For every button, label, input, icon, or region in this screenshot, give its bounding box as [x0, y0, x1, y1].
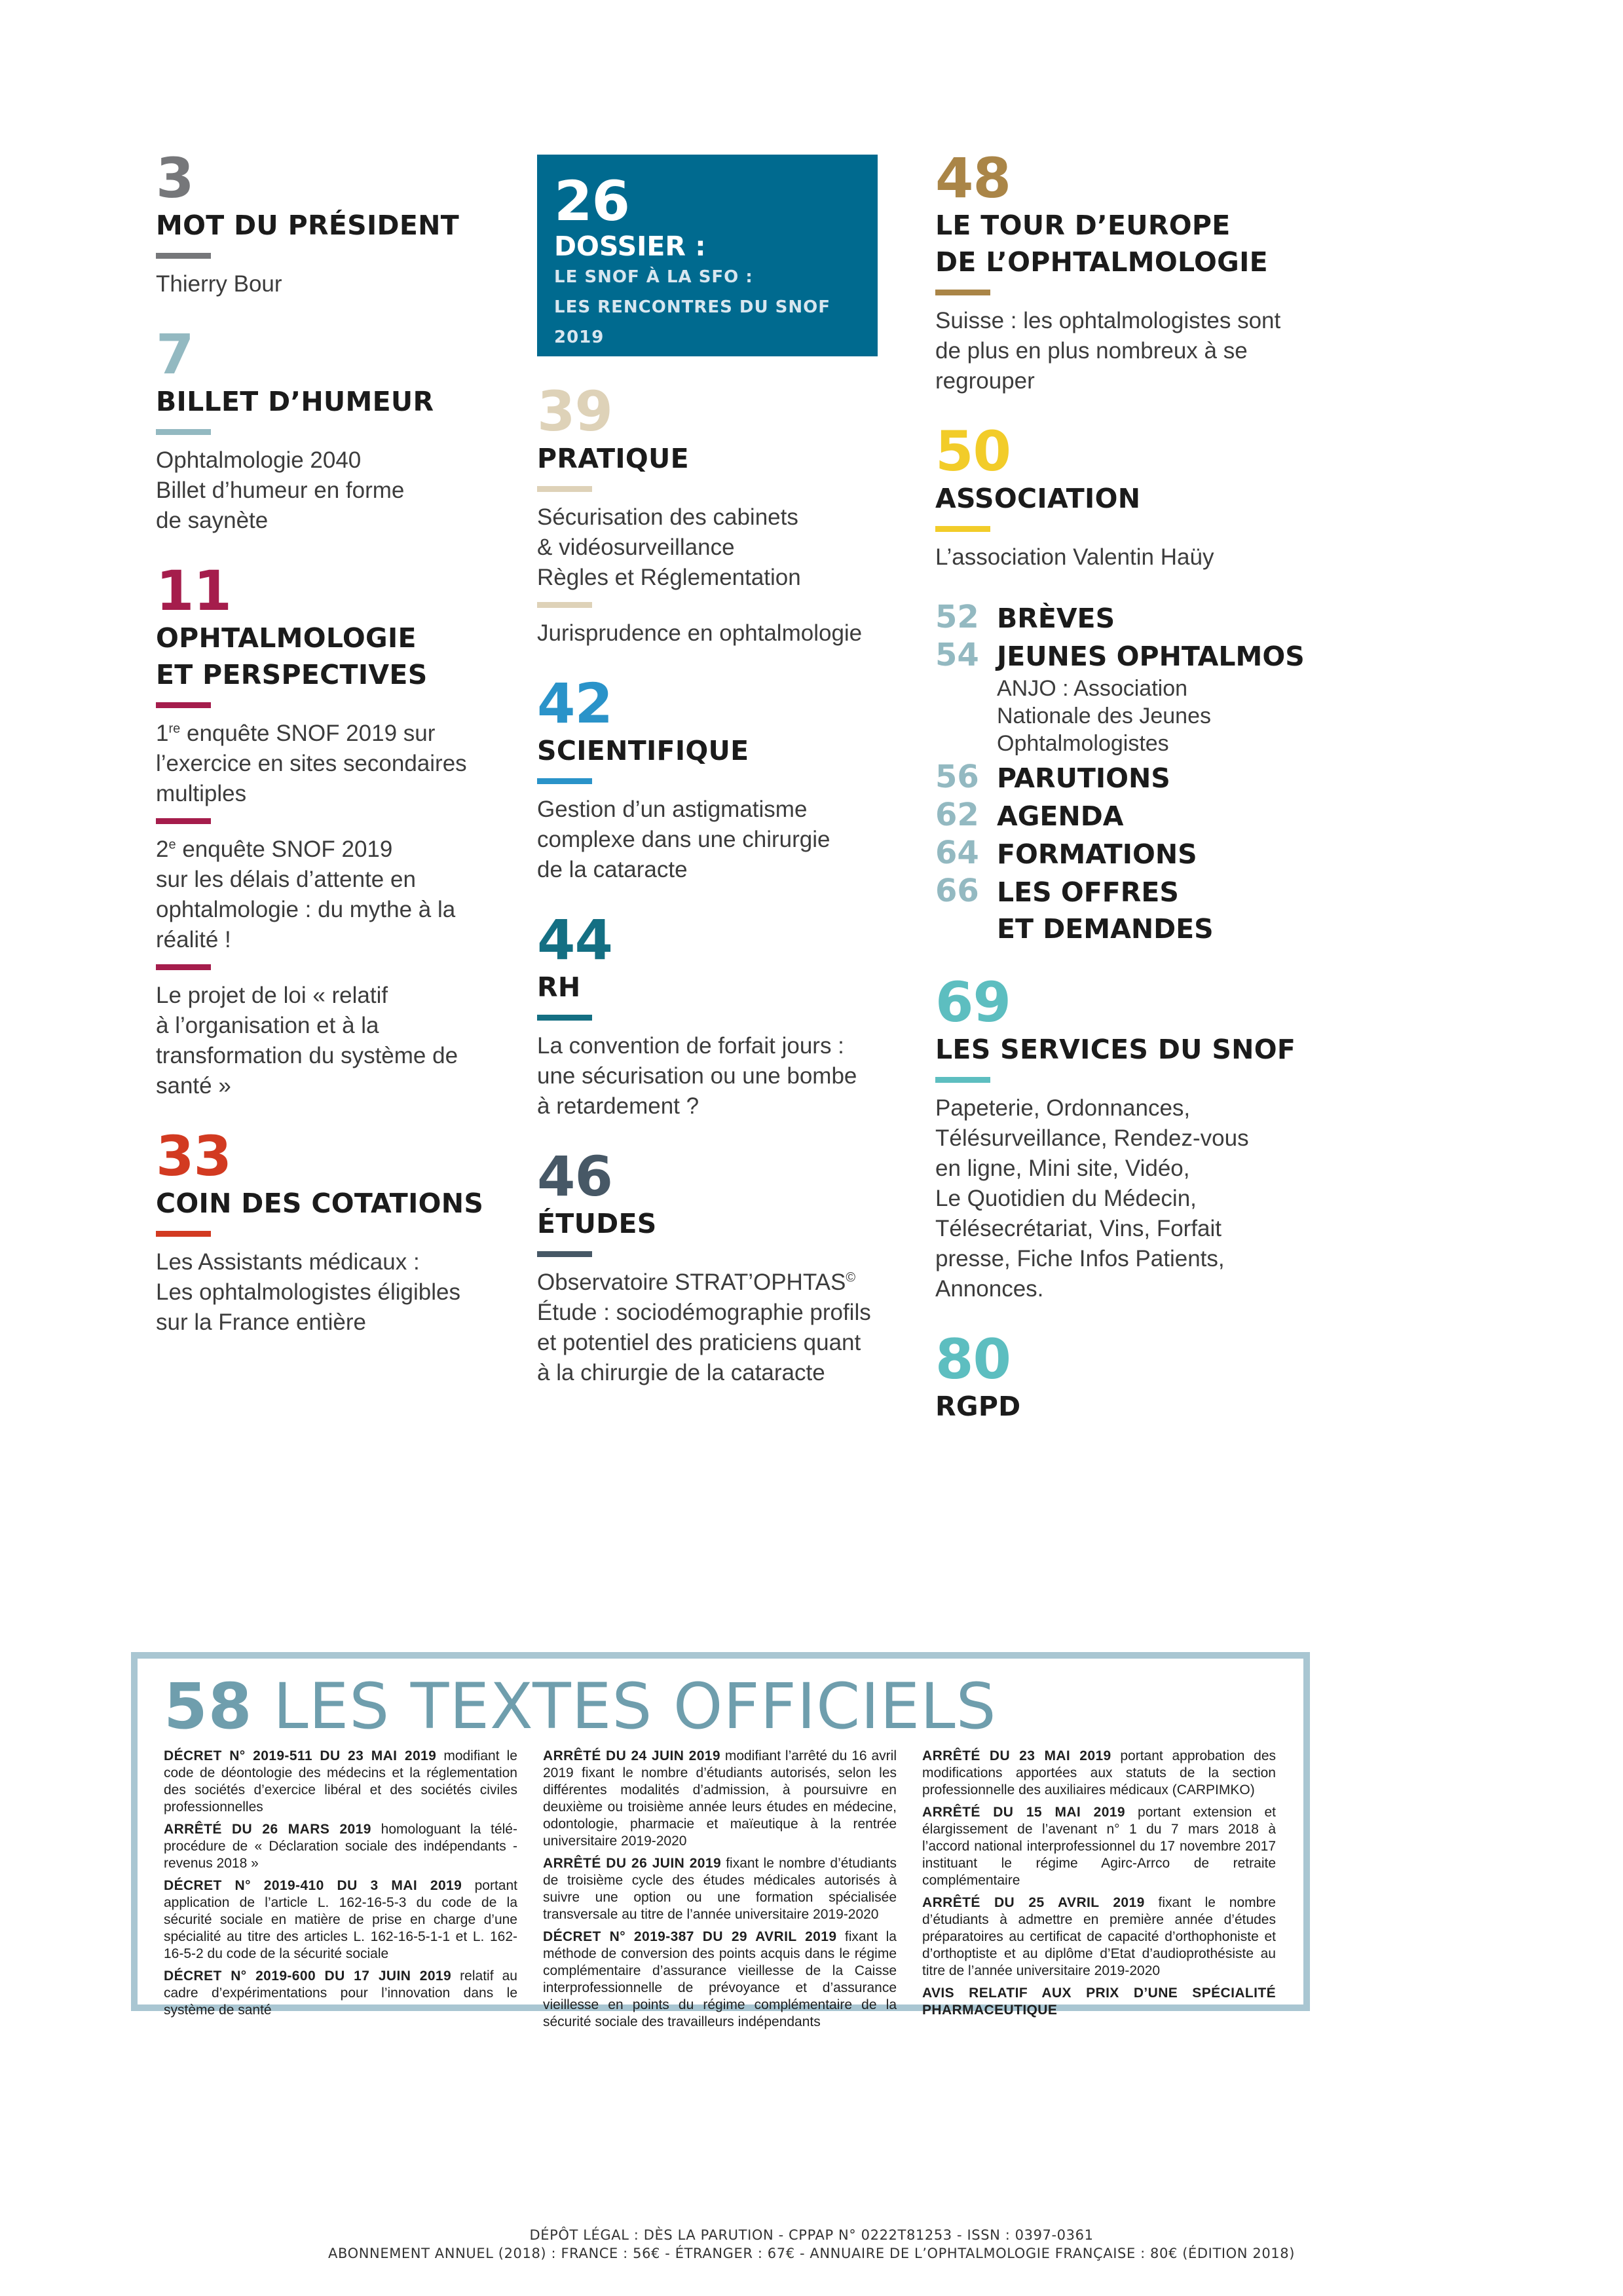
legal-text-desc: modifiant le code de déontologie des médecins et la réglementation des sociétés d’exercice libéral et des sociétés civiles professionnelles: [164, 1748, 517, 1815]
section-description: Sécurisation des cabinets & vidéosurveillance Règles et Réglementation: [537, 504, 801, 590]
ordinal-number: 1: [156, 721, 169, 746]
section-description: Les Assistants médicaux : Les ophtalmologistes éligibles sur la France entière: [156, 1249, 460, 1335]
section-description: L’association Valentin Haüy: [935, 544, 1214, 570]
dossier-box[interactable]: [537, 155, 878, 356]
toc-entry-association[interactable]: [935, 419, 1315, 573]
section-heading: LES SERVICES DU SNOF: [935, 1034, 1296, 1065]
list-item-jeunes-ophtalmos[interactable]: [935, 637, 1315, 675]
legal-text-item[interactable]: [164, 1748, 517, 1816]
legal-text-desc: portant approbation des modifications apportées aux statuts de la section professionnelle des auxiliaires médicaux (CARPIMKO): [922, 1748, 1276, 1797]
page-number: 62: [935, 797, 979, 833]
toc-entry-services[interactable]: [935, 970, 1315, 1304]
legal-text-desc: fixant la méthode de conversion des points acquis dans le régime complémentaire d’assurance vieillesse de la Caisse interprofessionnelle de prévoyance et d’assurance vieillesse en points du régime complémentaire de la sécurité sociale des travailleurs indépendants: [543, 1929, 897, 2029]
legal-text-ref: ARRÊTÉ DU 23 MAI 2019: [922, 1748, 1111, 1763]
section-heading: MOT DU PRÉSIDENT: [156, 210, 460, 241]
legal-text-ref: ARRÊTÉ DU 15 MAI 2019: [922, 1805, 1125, 1820]
legal-text-desc: fixant le nombre d’étudiants à admettre en première année d’études préparatoires au certificat de capacité d’orthophoniste et d’orthoptiste et au diplôme d’Etat d’audioprothésiste au titre de l’année universitaire 2019-2020: [922, 1895, 1276, 1978]
section-rule: [156, 818, 211, 824]
legal-text-desc: fixant le nombre d’étudiants de troisième cycle des études médicales autorisés à suivre une option ou une formation spécialisée transversale au titre de l’année universitaire 2019-2020: [543, 1856, 897, 1922]
section-heading: OPHTALMOLOGIE ET PERSPECTIVES: [156, 622, 428, 690]
page-number: 58: [164, 1670, 253, 1743]
list-item-offres-demandes[interactable]: [935, 873, 1315, 947]
observatoire-name: Observatoire STRAT’OPHTAS: [537, 1270, 846, 1295]
section-rule: [156, 253, 211, 259]
list-item-label: FORMATIONS: [997, 838, 1197, 870]
section-description: Suisse : les ophtalmologistes sont de plus en plus nombreux à se regrouper: [935, 308, 1281, 394]
footer-line-2: ABONNEMENT ANNUEL (2018) : FRANCE : 56€ - ÉTRANGER : 67€ - ANNUAIRE DE L’OPHTALMOLOGIE FRANÇAISE : 80€ (ÉDITION 2018): [327, 2246, 1296, 2261]
textes-column-1: [164, 1748, 517, 2036]
section-description: La convention de forfait jours : une sécurisation ou une bombe à retardement ?: [537, 1033, 857, 1119]
ordinal-suffix: re: [168, 721, 181, 736]
section-heading: ASSOCIATION: [935, 483, 1141, 514]
section-heading: LE TOUR D’EUROPE DE L’OPHTALMOLOGIE: [935, 210, 1268, 278]
list-item-label: LES OFFRES ET DEMANDES: [997, 876, 1214, 945]
textes-officiels-box: [131, 1652, 1310, 2029]
page-number: 69: [935, 970, 1011, 1034]
page-number: 39: [537, 379, 612, 443]
legal-text-item[interactable]: [543, 1929, 897, 2031]
page-number: 42: [537, 671, 612, 736]
list-item-agenda[interactable]: [935, 797, 1315, 835]
section-description: Ophtalmologie 2040 Billet d’humeur en forme de saynète: [156, 447, 405, 533]
legal-text-item[interactable]: [922, 1985, 1276, 2019]
legal-text-item[interactable]: [922, 1748, 1276, 1799]
short-sections-list: [935, 599, 1315, 947]
section-rule: [537, 602, 592, 608]
list-item-parutions[interactable]: [935, 759, 1315, 797]
toc-entry-perspectives[interactable]: [156, 559, 523, 1101]
sub-article-3[interactable]: Le projet de loi « relatif à l’organisation et à la transformation du système de santé »: [156, 983, 458, 1099]
legal-text-desc: portant extension et élargissement de l’avenant n° 1 du 7 mars 2018 à l’accord national interprofessionnel du 17 novembre 2017 instituant le régime Agirc-Arrco de retraite complémentaire: [922, 1805, 1276, 1888]
section-rule: [935, 290, 990, 295]
list-item-label: JEUNES OPHTALMOS: [997, 641, 1305, 672]
toc-entry-rgpd[interactable]: [935, 1327, 1315, 1425]
page-number: 80: [935, 1327, 1011, 1391]
copyright-mark: ©: [846, 1270, 856, 1285]
page-number: 66: [935, 873, 979, 909]
list-item-label: BRÈVES: [997, 603, 1115, 634]
page-number: 33: [156, 1124, 231, 1188]
page-number: 52: [935, 599, 979, 635]
legal-text-item[interactable]: [164, 1968, 517, 2019]
page-number: 48: [935, 146, 1011, 210]
ordinal-suffix: e: [168, 837, 176, 852]
legal-text-desc: portant application de l’article L. 162-16-5-3 du code de la sécurité sociale en matière de prise en charge d’une spécialité au titre des articles L. 162-16-5-1-1 et L. 162-16-5-2 du code de la sécurité sociale: [164, 1878, 517, 1961]
legal-text-item[interactable]: [922, 1894, 1276, 1980]
section-description: Étude : sociodémographie profils et potentiel des praticiens quant à la chirurgie de la cataracte: [537, 1300, 871, 1385]
section-heading: RGPD: [935, 1391, 1021, 1422]
toc-column-3: [935, 146, 1315, 1451]
textes-columns: [164, 1748, 1276, 2036]
sub-article-text: enquête SNOF 2019 sur l’exercice en sites secondaires multiples: [156, 721, 467, 806]
legal-text-ref: DÉCRET N° 2019-387 DU 29 AVRIL 2019: [543, 1929, 837, 1944]
legal-text-desc: modifiant l’arrêté du 16 avril 2019 fixant le nombre d’étudiants autorisés, selon les différentes modalités d’admission, à poursuivre en deuxième ou troisième année leurs études en médecine, odontologie, pharmacie et maïeutique à la rentrée universitaire 2019-2020: [543, 1748, 897, 1849]
textes-column-2: [543, 1748, 897, 2036]
section-heading: SCIENTIFIQUE: [537, 735, 749, 766]
legal-text-ref: AVIS RELATIF AUX PRIX D’UNE SPÉCIALITÉ PHARMACEUTIQUE: [922, 1985, 1276, 2018]
toc-entry-europe[interactable]: [935, 146, 1315, 396]
section-description: Gestion d’un astigmatisme complexe dans une chirurgie de la cataracte: [537, 797, 830, 882]
legal-text-ref: ARRÊTÉ DU 25 AVRIL 2019: [922, 1895, 1145, 1910]
toc-entry-pratique[interactable]: [537, 379, 894, 649]
sub-article-1[interactable]: [156, 719, 523, 809]
section-rule: [537, 1015, 592, 1021]
section-rule: [537, 1251, 592, 1257]
legal-text-ref: DÉCRET N° 2019-600 DU 17 JUIN 2019: [164, 1968, 452, 1984]
toc-entry-scientifique[interactable]: [537, 671, 894, 885]
legal-text-item[interactable]: [922, 1804, 1276, 1889]
sub-article-text: enquête SNOF 2019 sur les délais d’attente en ophtalmologie : du mythe à la réalité !: [156, 837, 456, 952]
section-rule: [156, 964, 211, 970]
toc-column-2: [537, 149, 894, 1414]
section-rule: [537, 486, 592, 492]
legal-text-ref: ARRÊTÉ DU 26 MARS 2019: [164, 1822, 371, 1837]
list-item-breves[interactable]: [935, 599, 1315, 637]
section-description: Thierry Bour: [156, 271, 282, 297]
textes-column-3: [922, 1748, 1276, 2036]
legal-text-item[interactable]: [543, 1855, 897, 1923]
page-number: 46: [537, 1144, 612, 1209]
textes-officiels-title[interactable]: [164, 1670, 1276, 1742]
page-number: 3: [156, 146, 194, 210]
toc-entry-president[interactable]: [156, 146, 523, 299]
section-heading: ÉTUDES: [537, 1208, 657, 1239]
section-rule: [156, 429, 211, 435]
legal-text-ref: DÉCRET N° 2019-410 DU 3 MAI 2019: [164, 1878, 462, 1893]
footer-line-1: DÉPÔT LÉGAL : DÈS LA PARUTION - CPPAP N° 0222T81253 - ISSN : 0397-0361: [529, 2227, 1094, 2243]
toc-entry-cotations[interactable]: [156, 1124, 523, 1338]
toc-entry-etudes[interactable]: [537, 1144, 894, 1388]
ordinal-number: 2: [156, 837, 169, 862]
section-description: Papeterie, Ordonnances, Télésurveillance, Rendez-vous en ligne, Mini site, Vidéo, Le Quotidien du Médecin, Télésecrétariat, Vins, Forfait presse, Fiche Infos Patients, Annonces.: [935, 1095, 1249, 1302]
legal-text-desc: homologuant la télé-procédure de « Déclaration sociale des indépendants - revenus 2018 »: [164, 1822, 517, 1871]
section-description-2: Jurisprudence en ophtalmologie: [537, 620, 863, 646]
section-heading: PRATIQUE: [537, 443, 689, 474]
textes-title-label: LES TEXTES OFFICIELS: [273, 1670, 997, 1743]
page-number: 11: [156, 559, 231, 623]
section-description-line1: [537, 1268, 894, 1298]
list-item-note: ANJO : Association Nationale des Jeunes Ophtalmologistes: [997, 676, 1212, 756]
legal-text-ref: ARRÊTÉ DU 24 JUIN 2019: [543, 1748, 720, 1763]
sub-article-2[interactable]: [156, 835, 523, 955]
page-number: 50: [935, 419, 1011, 483]
list-item-label: AGENDA: [997, 800, 1124, 832]
legal-text-item[interactable]: [164, 1877, 517, 1963]
page-number: 26: [554, 169, 629, 233]
section-heading: COIN DES COTATIONS: [156, 1188, 484, 1219]
toc-entry-rh[interactable]: [537, 908, 894, 1121]
section-rule: [537, 778, 592, 784]
dossier-title: DOSSIER :: [554, 231, 706, 262]
page-number: 64: [935, 835, 979, 871]
page-number: 44: [537, 908, 612, 972]
section-rule: [935, 526, 990, 532]
legal-footer: [0, 2226, 1623, 2263]
page-number: 7: [156, 322, 194, 386]
page-number: 56: [935, 759, 979, 795]
page-number: 54: [935, 637, 979, 673]
section-rule: [156, 1231, 211, 1237]
section-rule: [156, 702, 211, 708]
section-rule: [935, 1077, 990, 1083]
legal-text-item[interactable]: [543, 1748, 897, 1850]
dossier-subtitle: LE SNOF À LA SFO : LES RENCONTRES DU SNOF 2019: [554, 267, 830, 347]
legal-text-ref: ARRÊTÉ DU 26 JUIN 2019: [543, 1856, 722, 1871]
section-heading: BILLET D’HUMEUR: [156, 386, 434, 417]
legal-text-item[interactable]: [164, 1821, 517, 1872]
list-item-formations[interactable]: [935, 835, 1315, 873]
legal-text-desc: relatif au cadre d’expérimentations pour l’innovation dans le système de santé: [164, 1968, 517, 2018]
section-heading: RH: [537, 971, 581, 1003]
legal-text-ref: DÉCRET N° 2019-511 DU 23 MAI 2019: [164, 1748, 437, 1763]
toc-entry-billet-humeur[interactable]: [156, 322, 523, 536]
list-item-label: PARUTIONS: [997, 762, 1170, 794]
toc-column-1: [156, 146, 523, 1364]
